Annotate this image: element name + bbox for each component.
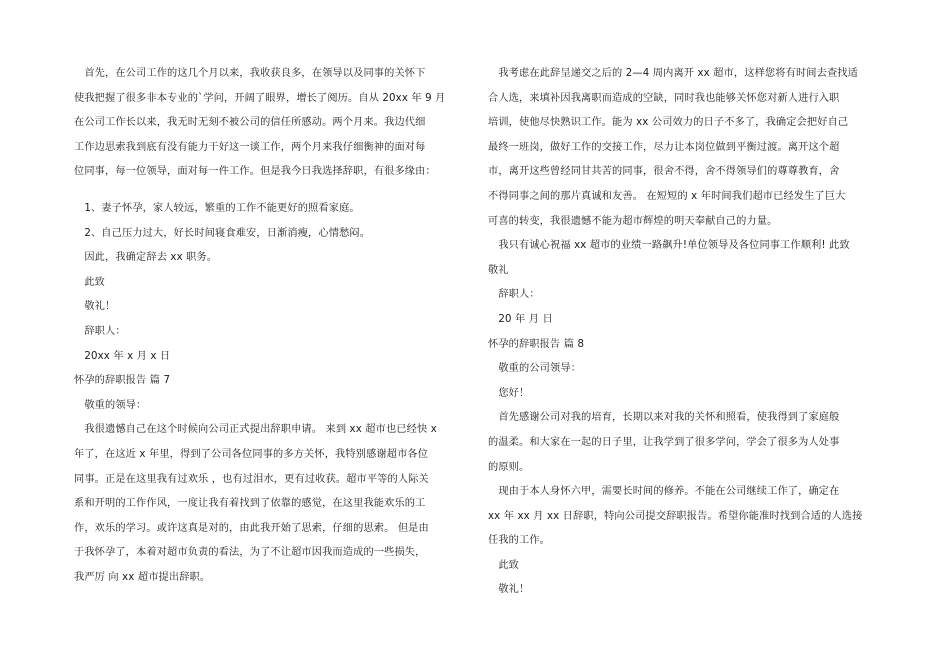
text-line: 合人选，来填补因我离职而造成的空缺，同时我也能够关怀您对新人进行入职 — [488, 92, 840, 104]
text-line: 敬礼！ — [488, 584, 530, 596]
text-line: 首先感谢公司对我的培育，长期以来对我的关怀和照看，使我得到了家庭般 — [488, 412, 840, 424]
text-line: 此致 — [74, 276, 106, 288]
text-line: 敬重的领导： — [74, 399, 147, 411]
text-line: 现由于本人身怀六甲，需要长时间的修养。不能在公司继续工作了，确定在 — [488, 486, 840, 498]
text-line: 年了，在这近 x 年里，得到了公司各位同事的多方关怀，我特别感谢超市各位 — [74, 448, 429, 460]
text-line: 位同事，每一位领导，面对每一件工作。但是我今日我选择辞职，有很多缘由： — [74, 166, 436, 178]
section-heading: 怀孕的辞职报告 篇 8 — [488, 338, 585, 350]
text-line: 最终一班岗，做好工作的交接工作，尽力让本岗位做到平衡过渡。离开这个超 — [488, 141, 840, 153]
text-line: 此致 — [488, 559, 520, 571]
text-line: 首先，在公司工作的这几个月以来，我收获良多，在领导以及同事的关怀下 — [74, 68, 426, 79]
text-line: 工作边思索我到底有没有能力干好这一谈工作，两个月来我仔细衡神的面对每 — [74, 141, 426, 153]
text-line: 我考虑在此辞呈递交之后的 2—4 周内离开 xx 超市，这样您将有时间去查找适 — [488, 68, 858, 79]
text-line: 辞职人： — [488, 289, 540, 301]
text-line: 在公司工作长以来，我无时无刻不被公司的信任所感动。两个月来。我边代细 — [74, 117, 426, 129]
text-line: 20xx 年 x 月 x 日 — [74, 350, 171, 362]
text-line: 任我的工作。 — [488, 535, 551, 547]
text-line: 于我怀孕了，本着对超市负责的看法，为了不让超市因我而造成的一些损失， — [74, 547, 426, 559]
text-line: 的原则。 — [488, 461, 530, 473]
text-line: 不得同事之间的那片真诚和友善。 在短短的 x 年时间我们超市已经发生了巨大 — [488, 190, 846, 202]
text-line: 2、自己压力过大，好长时间寝食难安，日渐消瘦，心情愁闷。 — [74, 227, 371, 239]
text-line: 1、妻子怀孕，家人较远，繁重的工作不能更好的照看家庭。 — [74, 202, 360, 214]
text-line: 的温柔。和大家在一起的日子里，让我学到了很多学问，学会了很多为人处事 — [488, 436, 840, 448]
text-line: 敬礼！ — [74, 301, 116, 313]
paragraph-gap — [74, 185, 466, 197]
text-line: xx 年 xx 月 xx 日辞职，特向公司提交辞职报告。希望你能准时找到合适的人选接 — [488, 510, 863, 522]
text-line: 我严厉 向 xx 超市提出辞职。 — [74, 571, 211, 583]
text-line: 敬重的公司领导： — [488, 363, 582, 375]
left-column — [74, 62, 466, 590]
text-line: 作，欢乐的学习。或许这真是对的，由此我开始了思索，仔细的思索。 但是由 — [74, 522, 429, 534]
text-line: 使我把握了很多非本专业的`学问，开阔了眼界，增长了阅历。自从 20xx 年 9 月 — [74, 92, 446, 104]
text-line: 我只有诚心祝福 xx 超市的业绩一路飙升!单位领导及各位同事工作顺利! 此致 — [488, 240, 850, 252]
text-line: 我很遗憾自己在这个时候向公司正式提出辞职申请。 来到 xx 超市也已经快 x — [74, 424, 437, 436]
right-column — [488, 62, 880, 603]
section-heading: 怀孕的辞职报告 篇 7 — [74, 375, 171, 387]
text-line: 可喜的转变，我很遗憾不能为超市辉煌的明天奉献自己的力量。 — [488, 215, 778, 227]
text-line: 同事。正是在这里我有过欢乐 ，也有过泪水，更有过收获。超市平等的人际关 — [74, 473, 429, 485]
text-line: 您好！ — [488, 387, 530, 399]
text-line: 20 年 月 日 — [488, 313, 553, 325]
text-line: 培训，使他尽快熟识工作。能为 xx 公司效力的日子不多了，我确定会把好自己 — [488, 117, 849, 129]
text-line: 敬礼 — [488, 264, 509, 276]
text-line: 市，离开这些曾经同甘共苦的同事，很舍不得，舍不得领导们的尊尊教育，舍 — [488, 166, 840, 178]
text-line: 系和开明的工作作风，一度让我有着找到了依靠的感觉，在这里我能欢乐的工 — [74, 498, 426, 510]
text-line: 因此，我确定辞去 xx 职务。 — [74, 252, 218, 264]
text-line: 辞职人： — [74, 325, 126, 337]
